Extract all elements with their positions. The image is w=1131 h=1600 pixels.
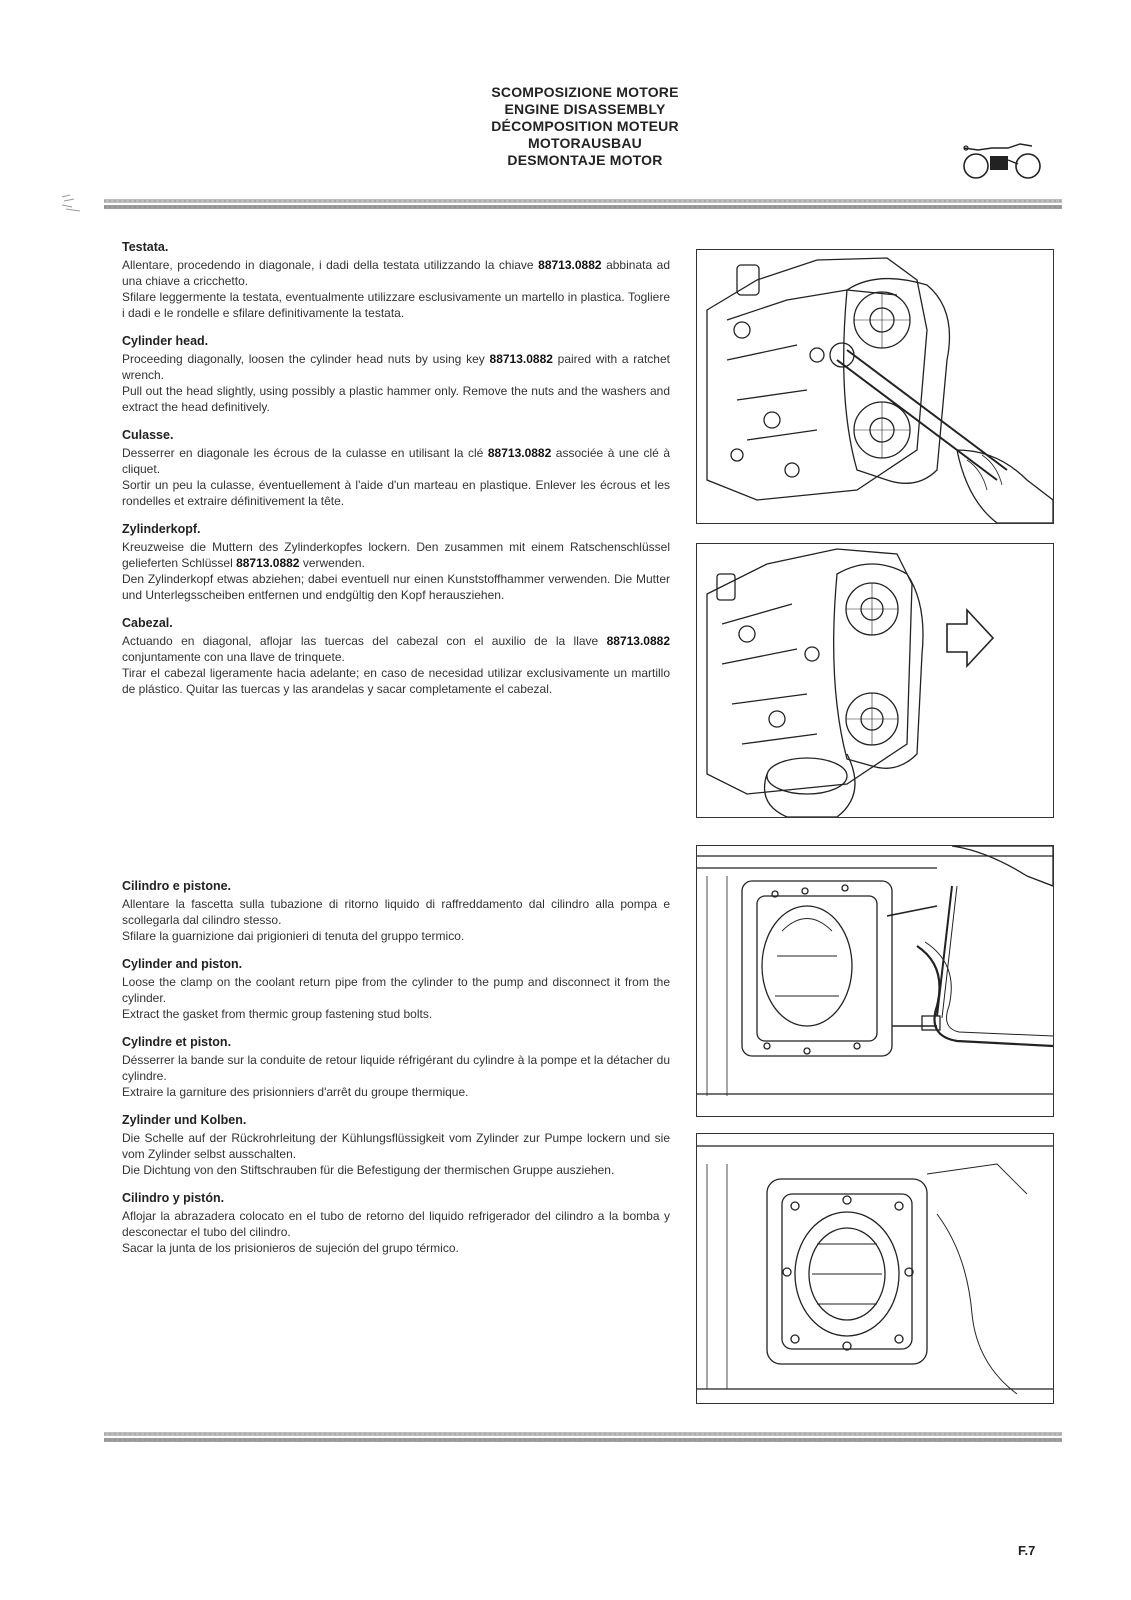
title-it: SCOMPOSIZIONE MOTORE: [491, 84, 679, 100]
section-title: Cylindre et piston.: [122, 1035, 232, 1049]
section-paragraph: Die Schelle auf der Rückrohrleitung der Kühlungsflüssigkeit vom Zylinder zur Pumpe lockern und sie vom Zylinder selbst ausschalten.: [122, 1131, 670, 1161]
motorcycle-engine-icon: [958, 138, 1042, 182]
footer-divider-band: [104, 1430, 1062, 1444]
tool-code: 88713.0882: [606, 634, 670, 648]
section-paragraph: Desserrer en diagonale les écrous de la culasse en utilisant la clé 88713.0882 associée à une clé à cliquet.: [122, 446, 670, 476]
section-paragraph: Allentare, procedendo in diagonale, i dadi della testata utilizzando la chiave 88713.0882 abbinata ad una chiave a cricchetto.: [122, 258, 671, 288]
section-cylindre-piston: [122, 1034, 670, 1100]
section-title: Culasse.: [122, 428, 174, 442]
section-paragraph: Sfilare leggermente la testata, eventualmente utilizzare esclusivamente un martello in plastica. Togliere i dadi e le rondelle e sfilare definitivamente la testata.: [122, 290, 670, 320]
section-cilindro-piston: [122, 1190, 670, 1256]
section-title: Zylinder und Kolben.: [122, 1113, 247, 1127]
section-title: Cilindro e pistone.: [122, 879, 232, 893]
section-paragraph: Allentare la fascetta sulla tubazione di ritorno liquido di raffreddamento dal cilindro alla pompa e scollegarla dal cilindro stesso.: [122, 897, 670, 927]
cylinder-piston-instructions: [122, 878, 670, 1268]
section-paragraph: Actuando en diagonal, aflojar las tuercas del cabezal con el auxilio de la llave 88713.0882 conjuntamente con una llave de trinquete.: [122, 634, 670, 664]
section-culasse: [122, 427, 670, 509]
section-paragraph: Extract the gasket from thermic group fastening stud bolts.: [122, 1007, 433, 1021]
section-title: Cylinder head.: [122, 334, 209, 348]
tool-code: 88713.0882: [538, 258, 602, 272]
section-title: Cylinder and piston.: [122, 957, 243, 971]
section-paragraph: Aflojar la abrazadera colocato en el tubo de retorno del liquido refrigerador del cilindro a la bomba y desconectar el tubo del cilindro.: [122, 1209, 670, 1239]
section-title: Cilindro y pistón.: [122, 1191, 225, 1205]
margin-mark-icon: [60, 193, 84, 213]
figure-head-removal: [696, 543, 1054, 818]
section-paragraph: Sacar la junta de los prisionieros de sujeción del grupo térmico.: [122, 1241, 459, 1255]
figure-coolant-clamp: [696, 845, 1054, 1117]
figure-cylinder-gasket: [696, 1133, 1054, 1404]
figure-head-nut-wrench: [696, 249, 1054, 524]
engine-head-removal-illustration: [697, 544, 1053, 817]
tool-code: 88713.0882: [236, 556, 300, 570]
cylinder-clamp-illustration: [697, 846, 1053, 1116]
header-divider-band: [104, 197, 1062, 211]
section-paragraph: Sortir un peu la culasse, éventuellement à l'aide d'un marteau en plastique. Enlever les écrous et les rondelles et extraire définitivement la tête.: [122, 478, 670, 508]
cylinder-gasket-illustration: [697, 1134, 1053, 1403]
section-paragraph: Désserrer la bande sur la conduite de retour liquide réfrigérant du cylindre à la pompe et la détacher du cylindre.: [122, 1053, 670, 1083]
section-paragraph: Den Zylinderkopf etwas abziehen; dabei eventuell nur einen Kunststoffhammer verwenden. Die Mutter und Unterlegsscheiben entfernen und endgültig den Kopf herausziehen.: [122, 572, 670, 602]
section-zylinderkopf: [122, 521, 670, 603]
section-title: Testata.: [122, 240, 169, 254]
section-paragraph: Pull out the head slightly, using possibly a plastic hammer only. Remove the nuts and the washers and extract the head definitively.: [122, 384, 670, 414]
section-paragraph: Extraire la garniture des prisionniers d'arrêt du groupe thermique.: [122, 1085, 469, 1099]
title-fr: DÉCOMPOSITION MOTEUR: [491, 118, 679, 134]
cylinder-head-instructions: [122, 239, 670, 709]
section-paragraph: Tirar el cabezal ligeramente hacia adelante; en caso de necesidad utilizar exclusivamente un martillo de plástico. Quitar las tuercas y las arandelas y sacar completamente el cabezal.: [122, 666, 670, 696]
section-cylinder-head: [122, 333, 670, 415]
tool-code: 88713.0882: [487, 446, 552, 460]
title-de: MOTORAUSBAU: [528, 135, 642, 151]
section-testata: [122, 239, 670, 321]
section-cilindro-pistone: [122, 878, 670, 944]
section-cylinder-piston: [122, 956, 670, 1022]
page-header-titles: [420, 84, 750, 169]
section-title: Zylinderkopf.: [122, 522, 201, 536]
section-cabezal: [122, 615, 670, 697]
section-zylinder-kolben: [122, 1112, 670, 1178]
section-paragraph: Die Dichtung von den Stiftschrauben für die Befestigung der thermischen Gruppe ausziehen.: [122, 1163, 615, 1177]
section-paragraph: Loose the clamp on the coolant return pipe from the cylinder to the pump and disconnect it from the cylinder.: [122, 975, 670, 1005]
tool-code: 88713.0882: [489, 352, 553, 366]
engine-head-wrench-illustration: [697, 250, 1053, 523]
title-es: DESMONTAJE MOTOR: [507, 152, 663, 168]
section-paragraph: Sfilare la guarnizione dai prigionieri di tenuta del gruppo termico.: [122, 929, 465, 943]
section-paragraph: Kreuzweise die Muttern des Zylinderkopfes lockern. Den zusammen mit einem Ratschenschlüssel gelieferten Schlüssel 88713.0882 verwenden.: [122, 540, 670, 570]
title-en: ENGINE DISASSEMBLY: [504, 101, 666, 117]
section-title: Cabezal.: [122, 616, 173, 630]
section-paragraph: Proceeding diagonally, loosen the cylinder head nuts by using key 88713.0882 paired with a ratchet wrench.: [122, 352, 670, 382]
page-number: F.7: [1018, 1543, 1036, 1558]
